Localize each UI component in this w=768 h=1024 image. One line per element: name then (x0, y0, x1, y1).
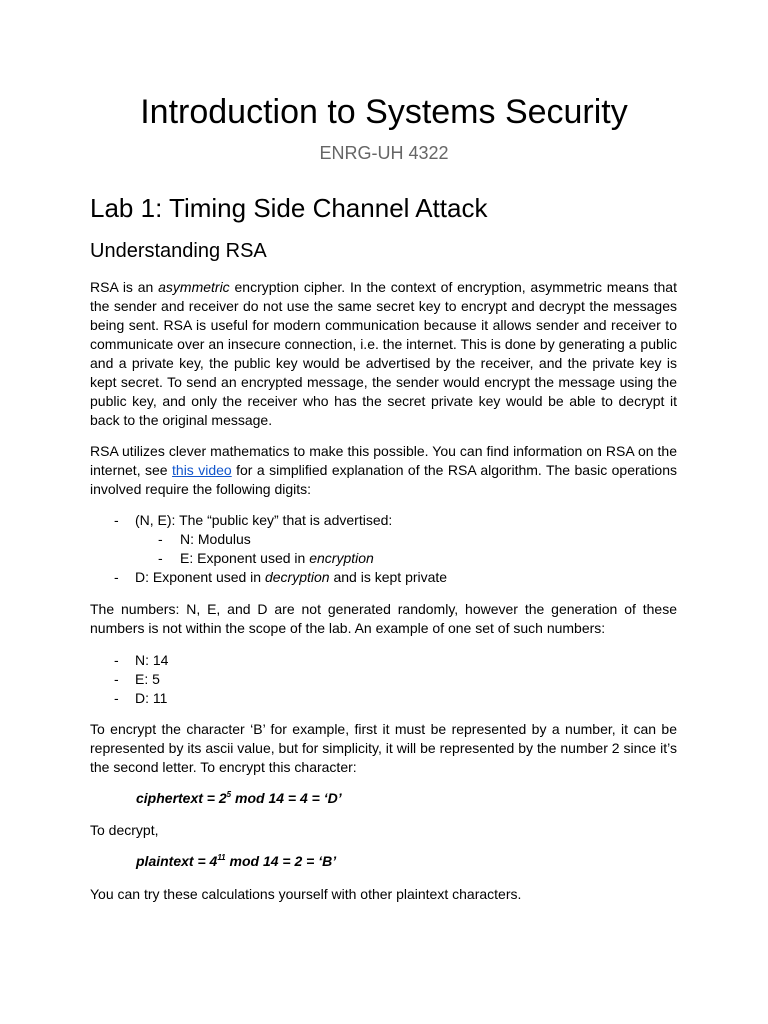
encrypt-formula (136, 789, 342, 808)
paragraph-decrypt: To decrypt, (90, 822, 159, 838)
formula-lhs: ciphertext = 2 (136, 790, 227, 806)
italic-text: encryption (309, 550, 374, 566)
text-run: E: Exponent used in (180, 550, 310, 566)
course-code: ENRG-UH 4322 (319, 143, 449, 163)
video-link[interactable]: this video (172, 462, 232, 478)
paragraph-rsa-intro (90, 278, 677, 430)
list-item-text: N: 14 (135, 652, 169, 668)
list-item-text (135, 568, 447, 587)
text-run: encryption cipher. In the context of encryption, asymmetric means that the sender and receiver do not use the same secret key to encrypt and decrypt the messages being sent. RSA is useful for modern communication because it allows sender and receiver to communicate over an insecure connection, i.e. the internet. This is done by generating a public and a private key, the public key would be advertised by the receiver, and the private key is kept secret. To send an encrypted message, the sender would encrypt the message using the public key, and only the receiver who has the secret private key would be able to decrypt it back to the original message. (90, 279, 677, 428)
list-item-text: (N, E): The “public key” that is advertised: (135, 512, 393, 528)
list-dash: - (114, 569, 119, 585)
section-heading: Understanding RSA (90, 240, 267, 262)
italic-text: decryption (264, 569, 330, 585)
text-run: RSA is an (90, 279, 159, 295)
paragraph-encrypt-example: To encrypt the character ‘B’ for example, first it must be represented by a number, it can be represented by its ascii value, but for simplicity, it will be represented by the number 2 since it’s the second letter. To encrypt this character: (90, 721, 677, 775)
decrypt-formula (136, 852, 336, 871)
example-list (90, 651, 677, 708)
lab-heading: Lab 1: Timing Side Channel Attack (90, 193, 488, 223)
list-dash: - (158, 550, 163, 566)
list-item (90, 530, 677, 549)
paragraph-rsa-math (90, 442, 677, 499)
list-dash: - (114, 652, 119, 668)
formula-rhs: mod 14 = 2 = ‘B’ (225, 853, 337, 869)
formula-exponent: 5 (226, 790, 232, 799)
list-item (90, 670, 677, 689)
list-item (90, 651, 677, 670)
list-item-text: D: 11 (135, 690, 168, 706)
text-run: D: Exponent used in (135, 569, 265, 585)
list-dash: - (114, 512, 119, 528)
list-dash: - (114, 671, 119, 687)
text-run: for a simplified explanation of the RSA algorithm. The basic operations involved require the following digits: (90, 462, 677, 497)
text-run: and is kept private (329, 569, 448, 585)
italic-text: asymmetric (158, 279, 230, 295)
key-list (90, 511, 677, 587)
list-item-text: E: 5 (135, 671, 160, 687)
list-dash: - (114, 690, 119, 706)
document-title: Introduction to Systems Security (140, 93, 628, 131)
list-item (90, 689, 677, 708)
list-item (90, 549, 677, 568)
list-item (90, 568, 677, 587)
list-dash: - (158, 531, 163, 547)
list-item-text (180, 549, 374, 568)
paragraph-try-yourself: You can try these calculations yourself with other plaintext characters. (90, 886, 522, 902)
formula-exponent: 11 (217, 853, 226, 862)
formula-lhs: plaintext = 4 (136, 853, 218, 869)
text-run: RSA utilizes clever mathematics to make this possible. You can find information on RSA on the internet, see (90, 443, 677, 478)
formula-rhs: mod 14 = 4 = ‘D’ (231, 790, 342, 806)
list-item-text: N: Modulus (180, 531, 251, 547)
paragraph-numbers: The numbers: N, E, and D are not generated randomly, however the generation of these numbers is not within the scope of the lab. An example of one set of such numbers: (90, 601, 677, 636)
list-item (90, 511, 677, 530)
